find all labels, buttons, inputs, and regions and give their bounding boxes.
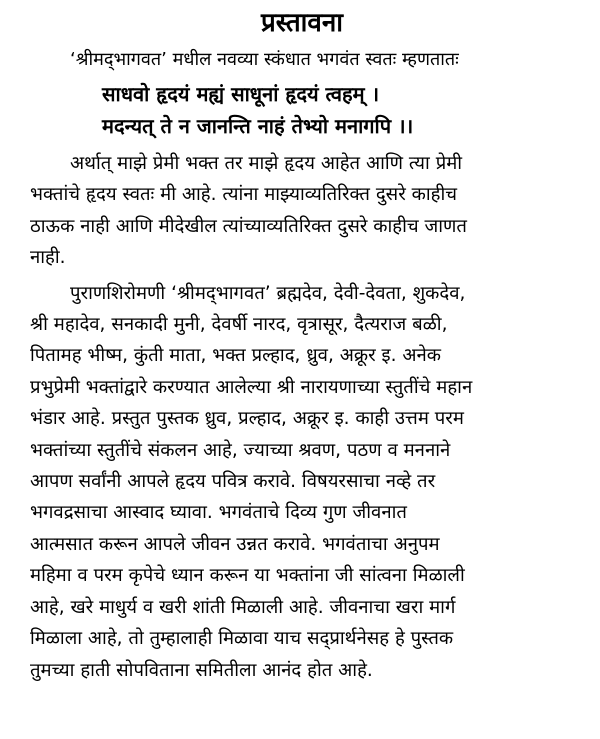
paragraph-line: तुमच्या हाती सोपविताना समितीला आनंद होत आहे. — [30, 659, 373, 681]
verse-line-2: मदन्यत्‌ ते न जानन्ति नाहं तेभ्यो मनागपि ।। — [102, 114, 414, 138]
paragraph-line: पुराणशिरोमणी ‘श्रीमद्‌भागवत’ ब्रह्मदेव, देवी-देवता, शुकदेव, — [70, 282, 466, 304]
paragraph-line: भगवद्रसाचा आस्वाद घ्यावा. भगवंताचे दिव्य गुण जीवनात — [30, 502, 407, 524]
paragraph-line: भक्तांचे हृदय स्वतः मी आहे. त्यांना माझ्याव्यतिरिक्त दुसरे काहीच — [30, 184, 457, 206]
intro-line: ‘श्रीमद्‌भागवत’ मधील नवव्या स्कंधात भगवंत स्वतः म्हणतातः — [70, 49, 459, 70]
paragraph-bhagavat — [30, 278, 574, 686]
paragraph-line: भंडार आहे. प्रस्तुत पुस्तक ध्रुव, प्रल्हाद, अक्रूर इ. काही उत्तम परम — [30, 408, 464, 430]
paragraph-line: श्री महादेव, सनकादी मुनी, देवर्षी नारद, वृत्रासूर, दैत्यराज बळी, — [30, 314, 448, 336]
paragraph-line: ठाऊक नाही आणि मीदेखील त्यांच्याव्यतिरिक्त दुसरे काहीच जाणत — [30, 215, 467, 237]
paragraph-line: भक्तांच्या स्तुतींचे संकलन आहे, ज्याच्या श्रवण, पठण व मननाने — [30, 439, 451, 461]
sanskrit-verse — [30, 78, 574, 142]
paragraph-line: पितामह भीष्म, कुंती माता, भक्त प्रल्हाद, ध्रुव, अक्रूर इ. अनेक — [30, 345, 441, 367]
paragraph-line: नाही. — [30, 247, 66, 269]
paragraph-line: महिमा व परम कृपेचे ध्यान करून या भक्तांना जी सांत्वना मिळाली — [30, 565, 465, 587]
page-title: प्रस्तावना — [260, 8, 344, 38]
verse-line-1: साधवो हृदयं मह्यं साधूनां हृदयं त्वहम्‌ । — [102, 82, 380, 106]
paragraph-line: अर्थात्‌ माझे प्रेमी भक्त तर माझे हृदय आहेत आणि त्या प्रेमी — [70, 153, 463, 174]
paragraph-line: प्रभुप्रेमी भक्तांद्वारे करण्यात आलेल्या श्री नारायणाच्या स्तुतींचे महान — [30, 376, 473, 398]
paragraph-line: आहे, खरे माधुर्य व खरी शांती मिळाली आहे. जीवनाचा खरा मार्ग — [30, 596, 456, 618]
paragraph-line: आत्मसात करून आपले जीवन उन्नत करावे. भगवंताचा अनुपम — [30, 533, 440, 555]
paragraph-line: आपण सर्वांनी आपले हृदय पवित्र करावे. विषयरसाचा नव्हे तर — [30, 471, 436, 493]
paragraph-meaning — [30, 148, 574, 274]
paragraph-line: मिळाला आहे, तो तुम्हालाही मिळावा याच सद्प्रार्थनेसह हे पुस्तक — [30, 628, 454, 650]
